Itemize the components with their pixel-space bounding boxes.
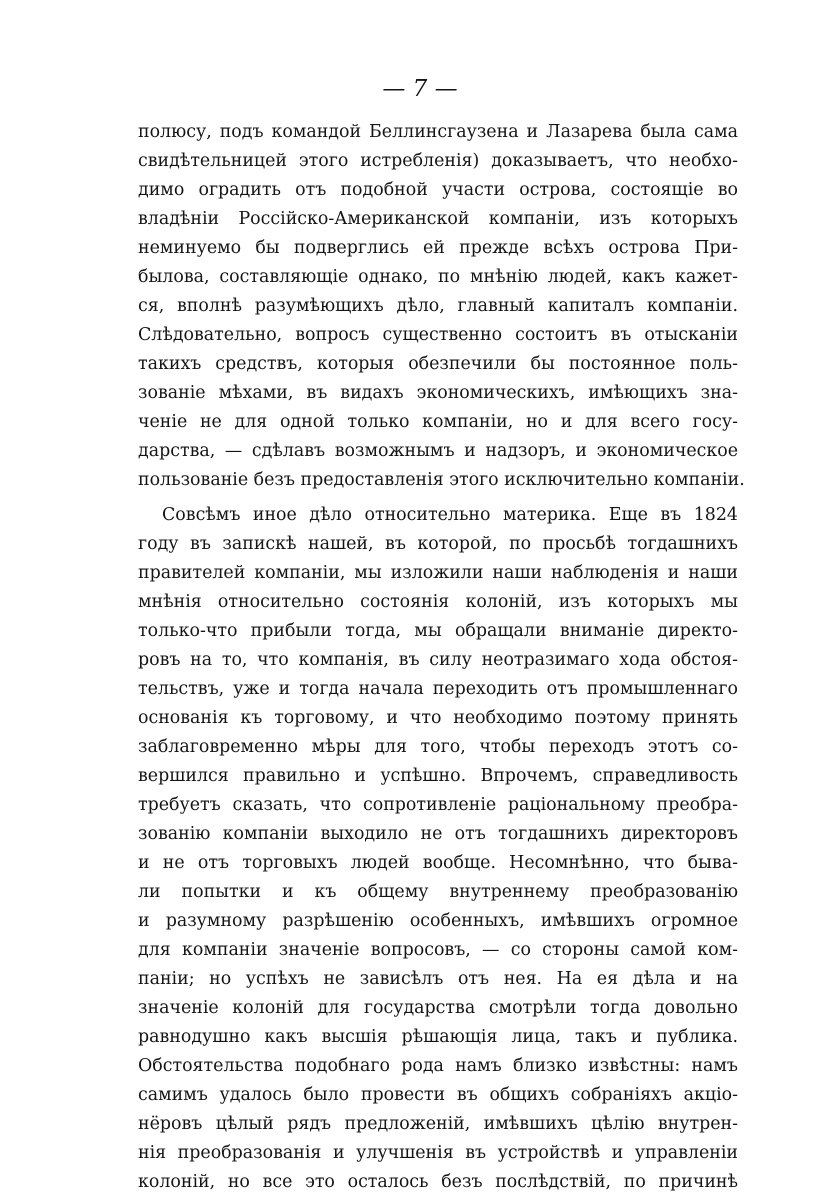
text-line: зованіе мѣхами, въ видахъ экономическихъ, имѣющихъ зна- xyxy=(138,383,738,403)
text-line: дарства, — сдѣлавъ возможнымъ и надзоръ, и экономическое xyxy=(138,441,738,461)
text-line: зованію компаніи выходило не отъ тогдашнихъ директоровъ xyxy=(138,824,738,844)
page-number: — 7 — xyxy=(382,76,458,102)
text-line: мнѣнія относительно состоянія колоній, изъ которыхъ мы xyxy=(138,592,738,612)
text-line: ли попытки и къ общему внутреннему преобразованію xyxy=(138,882,738,902)
text-line: нія преобразованія и улучшенія въ устройствѣ и управленіи xyxy=(138,1143,738,1163)
text-line: основанія къ торговому, и что необходимо поэтому принять xyxy=(138,708,738,728)
text-line: самимъ удалось было провести въ общихъ собраніяхъ акціо- xyxy=(138,1085,738,1105)
text-line: Совсѣмъ иное дѣло относительно материка. Еще въ 1824 xyxy=(162,505,738,525)
text-line: неминуемо бы подверглись ей прежде всѣхъ острова При- xyxy=(138,238,738,258)
text-line: тельствъ, уже и тогда начала переходить отъ промышленнаго xyxy=(138,679,738,699)
text-line: владѣніи Россійско-Американской компаніи, изъ которыхъ xyxy=(138,209,738,229)
text-line: ровъ на то, что компанія, въ силу неотразимаго хода обстоя- xyxy=(138,650,738,670)
text-line: такихъ средствъ, которыя обезпечили бы постоянное поль- xyxy=(138,354,738,374)
paragraph-mainland xyxy=(138,501,738,1197)
text-line: пользованіе безъ предоставленія этого исключительно компаніи. xyxy=(138,470,745,490)
text-line: требуетъ сказать, что сопротивленіе раціональному преобра- xyxy=(138,795,738,815)
text-line: значеніе колоній для государства смотрѣли тогда довольно xyxy=(138,998,738,1018)
text-line: ся, вполнѣ разумѣющихъ дѣло, главный капиталъ компаніи. xyxy=(138,296,738,316)
text-line: димо оградить отъ подобной участи острова, состоящіе во xyxy=(138,180,738,200)
text-line: ченіе не для одной только компаніи, но и для всего госу- xyxy=(138,412,738,432)
text-line: только-что прибыли тогда, мы обращали вниманіе директо- xyxy=(138,621,738,641)
text-line: свидѣтельницей этого истребленія) доказываетъ, что необхо- xyxy=(138,151,738,171)
text-line: вершился правильно и успѣшно. Впрочемъ, справедливость xyxy=(138,766,738,786)
text-line: колоній, но все это осталось безъ послѣдствій, по причинѣ xyxy=(138,1172,738,1192)
text-line: и не отъ торговыхъ людей вообще. Несомнѣнно, что быва- xyxy=(138,853,738,873)
text-line: нёровъ цѣлый рядъ предложеній, имѣвшихъ цѣлію внутрен- xyxy=(138,1114,738,1134)
text-line: и разумному разрѣшенію особенныхъ, имѣвшихъ огромное xyxy=(138,911,738,931)
text-line: году въ запискѣ нашей, въ которой, по просьбѣ тогдашнихъ xyxy=(138,534,738,554)
text-line: заблаговременно мѣры для того, чтобы переходъ этотъ со- xyxy=(138,737,738,757)
text-line: полюсу, подъ командой Беллинсгаузена и Лазарева была сама xyxy=(138,122,738,142)
text-line: былова, составляющіе однако, по мнѣнію людей, какъ кажет- xyxy=(138,267,738,287)
text-line: для компаніи значеніе вопросовъ, — со стороны самой ком- xyxy=(138,940,738,960)
body-text xyxy=(138,118,745,1203)
text-line: Обстоятельства подобнаго рода намъ близко извѣстны: намъ xyxy=(138,1056,738,1076)
text-line: паніи; но успѣхъ не зависѣлъ отъ нея. На ея дѣла и на xyxy=(138,969,738,989)
text-line: правителей компаніи, мы изложили наши наблюденія и наши xyxy=(138,563,738,583)
text-line: равнодушно какъ высшія рѣшающія лица, такъ и публика. xyxy=(138,1027,738,1047)
paragraph-continuation xyxy=(138,118,745,495)
text-line: Слѣдовательно, вопросъ существенно состоитъ въ отысканіи xyxy=(138,325,738,345)
